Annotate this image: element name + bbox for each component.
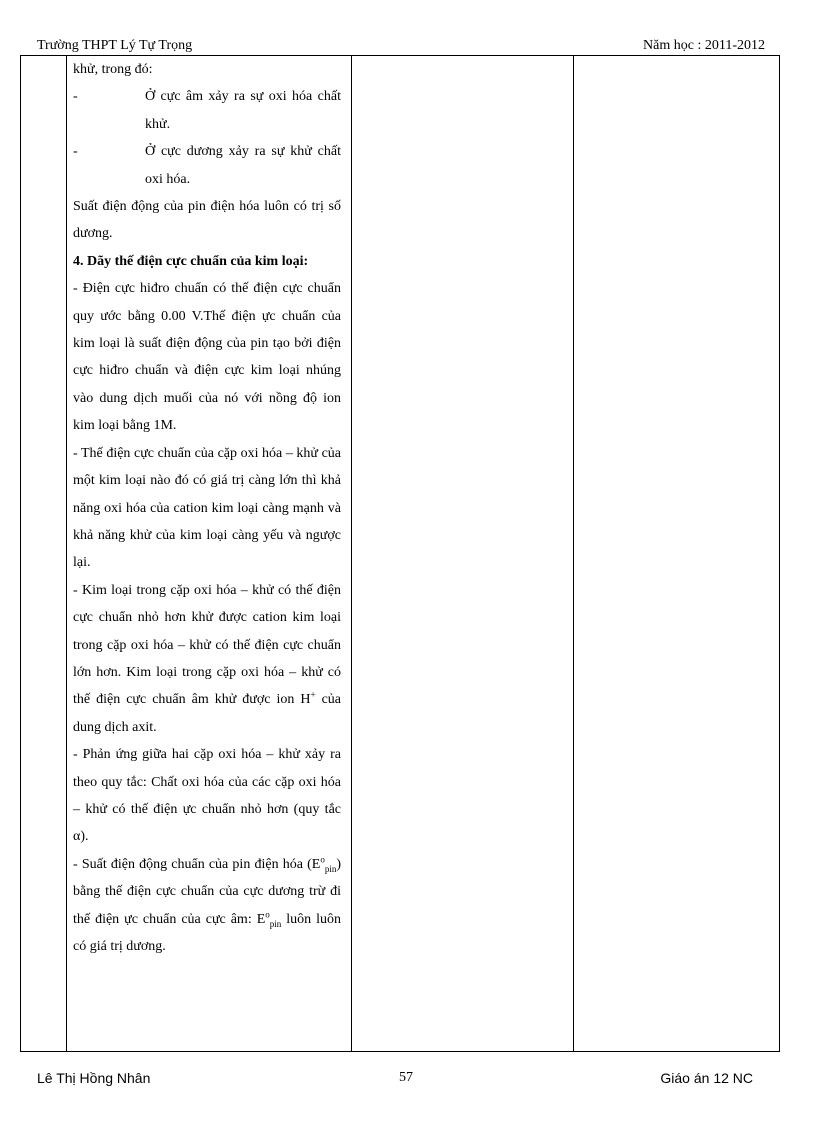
paragraph-emf: Suất điện động của pin điện hóa luôn có trị số dương. bbox=[73, 199, 341, 242]
superscript-plus: + bbox=[310, 689, 316, 700]
column-divider-1 bbox=[66, 55, 67, 1051]
subscript-pin: pin bbox=[269, 918, 282, 929]
text-run: - Kim loại trong cặp oxi hóa – khử có thế điện cực chuẩn nhỏ hơn khử được cation kim loại trong cặp oxi hóa – khử có thế điện cực chuẩn lớn hơn. Kim loại trong cặp oxi hóa – khử có thế điện cực chuẩn âm khử được ion H bbox=[73, 582, 341, 708]
paragraph-alpha-rule: - Phản ứng giữa hai cặp oxi hóa – khử xảy ra theo quy tắc: Chất oxi hóa của các cặp oxi hóa – khử có thế điện ực chuẩn nhỏ hơn (quy tắc α). bbox=[73, 747, 341, 845]
paragraph-redox-potential: - Thế điện cực chuẩn của cặp oxi hóa – khử của một kim loại nào đó có giá trị càng lớn thì khả năng oxi hóa của cation kim loại càng mạnh và khả năng khử của kim loại càng yếu và ngược lại. bbox=[73, 445, 341, 571]
text-run: của dung dịch axit. bbox=[73, 692, 341, 735]
lesson-content-column bbox=[73, 56, 341, 960]
column-divider-2 bbox=[351, 55, 352, 1051]
bullet-positive-electrode bbox=[73, 138, 341, 193]
text-run: luôn luôn có giá trị dương. bbox=[73, 911, 341, 954]
superscript-o: o bbox=[320, 854, 325, 865]
paragraph-hydrogen-electrode: - Điện cực hiđro chuẩn có thế điện cực chuẩn quy ước bằng 0.00 V.Thế điện ực chuẩn của kim loại là suất điện động của pin tạo bởi điện cực hiđro chuẩn và điện cực kim loại nhúng vào dung dịch muối của nó với nồng độ ion kim loại bằng 1M. bbox=[73, 281, 341, 434]
text-run: - Suất điện động chuẩn của pin điện hóa (E bbox=[73, 856, 321, 872]
bullet-text: Ở cực âm xảy ra sự oxi hóa chất khử. bbox=[145, 89, 341, 132]
bullet-negative-electrode bbox=[73, 83, 341, 138]
page-number: 57 bbox=[399, 1070, 413, 1085]
paragraph-metal-reduction bbox=[73, 577, 341, 741]
page-footer bbox=[37, 1070, 779, 1088]
school-name: Trường THPT Lý Tự Trọng bbox=[37, 38, 193, 53]
paragraph-standard-emf bbox=[73, 851, 341, 961]
document-title: Giáo án 12 NC bbox=[660, 1070, 753, 1086]
page-header bbox=[37, 38, 779, 56]
column-divider-3 bbox=[573, 55, 574, 1051]
author-name: Lê Thị Hồng Nhân bbox=[37, 1070, 151, 1086]
bullet-dash: - bbox=[73, 89, 78, 105]
section-heading: 4. Dãy thế điện cực chuẩn của kim loại: bbox=[73, 253, 309, 269]
bullet-dash: - bbox=[73, 144, 78, 160]
paragraph-intro: khử, trong đó: bbox=[73, 62, 153, 77]
school-year: Năm học : 2011-2012 bbox=[643, 38, 765, 53]
superscript-o: o bbox=[265, 908, 270, 919]
subscript-pin: pin bbox=[324, 863, 337, 874]
text-run: ) bằng thế điện cực chuẩn của cực dương trừ đi thế điện ực chuẩn của cực âm: E bbox=[73, 856, 341, 927]
bullet-text: Ở cực dương xảy ra sự khử chất oxi hóa. bbox=[145, 144, 341, 187]
